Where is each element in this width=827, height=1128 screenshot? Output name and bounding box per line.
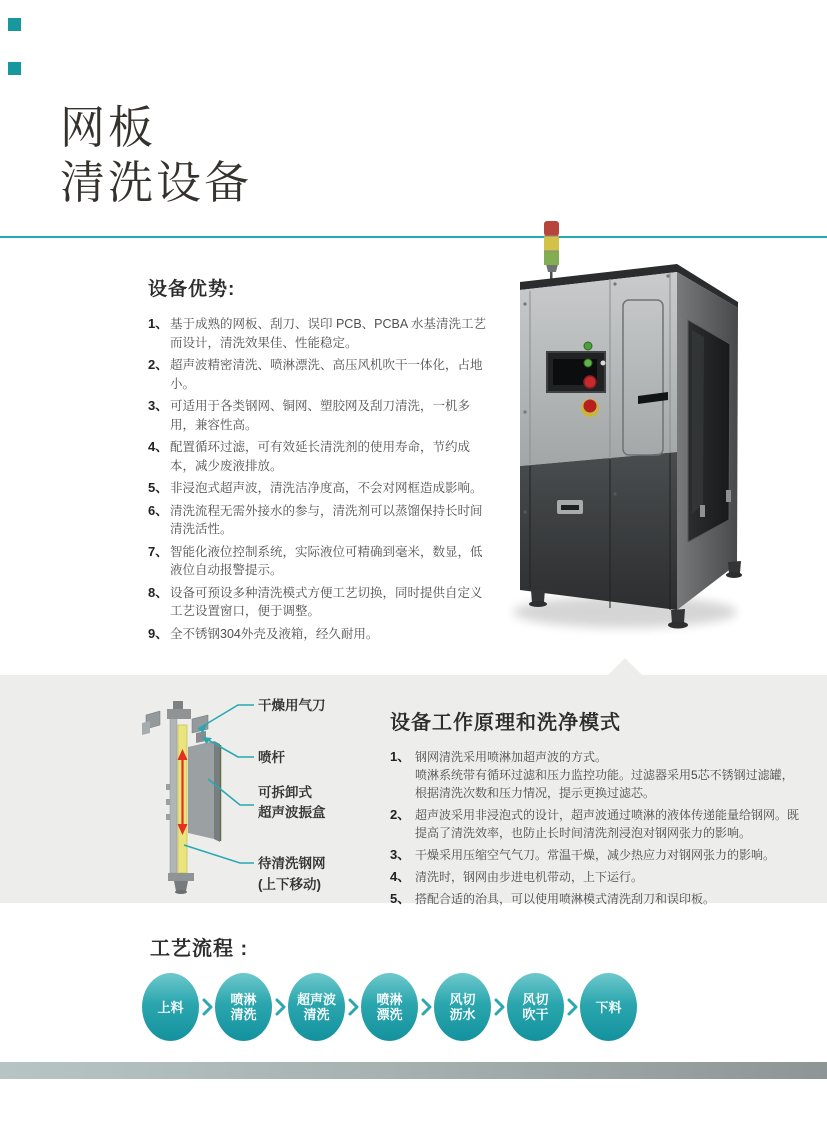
page-title-line1: 网板 (60, 102, 157, 153)
item-number: 6、 (148, 502, 169, 518)
advantages-heading: 设备优势: (148, 279, 236, 300)
item-number: 4、 (148, 439, 169, 454)
step-label: 清洗 (230, 1007, 257, 1022)
step-label: 清洗 (303, 1007, 330, 1022)
chevron-right-icon (272, 998, 288, 1016)
item-text: 非浸泡式超声波，清洗洁净度高，不会对网框造成影响。 (170, 481, 483, 495)
window-reflection (692, 330, 704, 514)
brand-square-icon (8, 18, 21, 31)
process-step (580, 973, 637, 1041)
diagram-label-air-knife: 干燥用气刀 (258, 698, 326, 713)
list-item (390, 748, 802, 802)
item-text: 超声波采用非浸泡式的设计，超声波通过喷淋的液体传递能量给钢网。既提高了清洗效率，也防止长时间清洗剂浸泡对钢网张力的影响。 (415, 808, 800, 840)
list-item (148, 438, 490, 475)
item-number: 5、 (390, 891, 411, 906)
footer-gradient-bar (0, 1062, 827, 1079)
side-latch (726, 490, 731, 502)
item-line: 钢网清洗采用喷淋加超声波的方式。 (415, 750, 608, 764)
item-text: 清洗流程无需外接水的参与，清洗剂可以蒸馏保持长时间清洗活性。 (170, 503, 483, 536)
list-item (148, 543, 490, 580)
step-label: 吹干 (522, 1007, 549, 1022)
list-item (148, 315, 490, 352)
process-step (215, 973, 272, 1041)
item-text: 设备可预设多种清洗模式方便工艺切换，同时提供自定义工艺设置窗口，便于调整。 (170, 585, 483, 618)
advantages-section (148, 274, 490, 647)
process-flow-heading: 工艺流程 : (150, 938, 249, 960)
list-item (390, 868, 802, 886)
list-item (148, 584, 490, 621)
item-text: 可适用于各类钢网、铜网、塑胶网及刮刀清洗，一机多用，兼容性高。 (170, 399, 471, 432)
emergency-stop-button (584, 400, 597, 413)
principle-heading: 设备工作原理和洗净模式 (390, 712, 621, 734)
item-number: 7、 (148, 543, 169, 559)
item-text: 清洗时，钢网由步进电机带动，上下运行。 (415, 870, 644, 884)
item-number: 1、 (390, 749, 411, 764)
item-number: 5、 (148, 480, 169, 495)
process-step (288, 973, 345, 1041)
diagram-ultrasonic-box (188, 741, 221, 842)
list-item (148, 502, 490, 539)
process-step (507, 973, 564, 1041)
brand-square-icon (8, 62, 21, 75)
list-item (148, 479, 490, 498)
item-text: 超声波精密清洗、喷淋漂洗、高压风机吹干一体化，占地小。 (170, 358, 483, 391)
step-label: 喷淋 (376, 992, 403, 1007)
diagram-label-ultrasonic-2: 超声波振盒 (258, 805, 326, 820)
item-text: 全不锈钢304外壳及液箱，经久耐用。 (170, 626, 379, 641)
process-flow (142, 972, 639, 1042)
machine-front-lower (520, 452, 677, 610)
page-title (60, 100, 252, 210)
item-number: 9、 (148, 625, 169, 641)
cleaning-mechanism-diagram (140, 689, 390, 901)
advantages-list (148, 315, 490, 643)
diagram-label-ultrasonic-1: 可拆卸式 (258, 785, 312, 800)
step-label: 漂洗 (376, 1007, 403, 1022)
diagram-bottom-clamp (168, 873, 194, 894)
chevron-right-icon (199, 998, 215, 1016)
item-number: 1、 (148, 316, 169, 331)
red-button (584, 376, 596, 388)
item-text: 智能化液位控制系统，实际液位可精确到毫米，数显，低液位自动报警提示。 (170, 544, 483, 577)
list-item (148, 356, 490, 393)
working-principle-section (390, 706, 802, 912)
side-latch (700, 505, 705, 517)
chevron-right-icon (418, 998, 434, 1016)
item-text: 基于成熟的网板、刮刀、误印 PCB、PCBA 水基清洗工艺而设计，清洗效果佳、性能稳定。 (170, 317, 486, 350)
item-number: 3、 (390, 847, 411, 862)
item-text: 配置循环过滤，可有效延长清洗剂的使用寿命，节约成本，减少废液排放。 (170, 440, 471, 473)
item-number: 3、 (148, 398, 169, 413)
diagram-rail (170, 717, 177, 873)
step-label: 喷淋 (230, 992, 257, 1007)
process-step (142, 973, 199, 1041)
list-item (148, 397, 490, 434)
list-item (390, 806, 802, 842)
list-item (148, 625, 490, 644)
item-line: 喷淋系统带有循环过滤和压力监控功能。过滤器采用5芯不锈钢过滤罐，根据清洗次数和压力情况，提示更换过滤芯。 (415, 768, 794, 800)
process-step (434, 973, 491, 1041)
item-number: 4、 (390, 869, 411, 884)
section-notch (608, 658, 642, 675)
chevron-right-icon (491, 998, 507, 1016)
step-label: 上料 (157, 999, 184, 1015)
indicator-light-white (601, 361, 606, 366)
step-label: 风切 (522, 992, 549, 1007)
indicator-light-green (584, 359, 592, 367)
stencil-cleaning-machine-photo (500, 212, 800, 672)
chevron-right-icon (345, 998, 361, 1016)
item-number: 8、 (148, 584, 169, 600)
chevron-right-icon (564, 998, 580, 1016)
indicator-light-green (584, 342, 592, 350)
item-text: 搭配合适的治具，可以使用喷淋模式清洗刮刀和误印板。 (415, 892, 716, 906)
page-title-line2: 清洗设备 (60, 157, 253, 208)
item-number: 2、 (390, 807, 411, 822)
step-label: 超声波 (296, 992, 336, 1007)
step-label: 沥水 (449, 1007, 476, 1022)
item-number: 2、 (148, 357, 169, 372)
item-text: 干燥采用压缩空气气刀。常温干燥，减少热应力对钢网张力的影响。 (415, 848, 776, 862)
list-item (390, 846, 802, 864)
step-label: 下料 (595, 999, 622, 1015)
list-item (390, 890, 802, 908)
item-text (415, 748, 802, 802)
diagram-label-stencil-2: (上下移动) (258, 877, 321, 892)
process-step (361, 973, 418, 1041)
diagram-label-spray-bar: 喷杆 (258, 750, 285, 765)
step-label: 风切 (449, 992, 476, 1007)
diagram-label-stencil-1: 待清洗钢网 (258, 856, 326, 871)
